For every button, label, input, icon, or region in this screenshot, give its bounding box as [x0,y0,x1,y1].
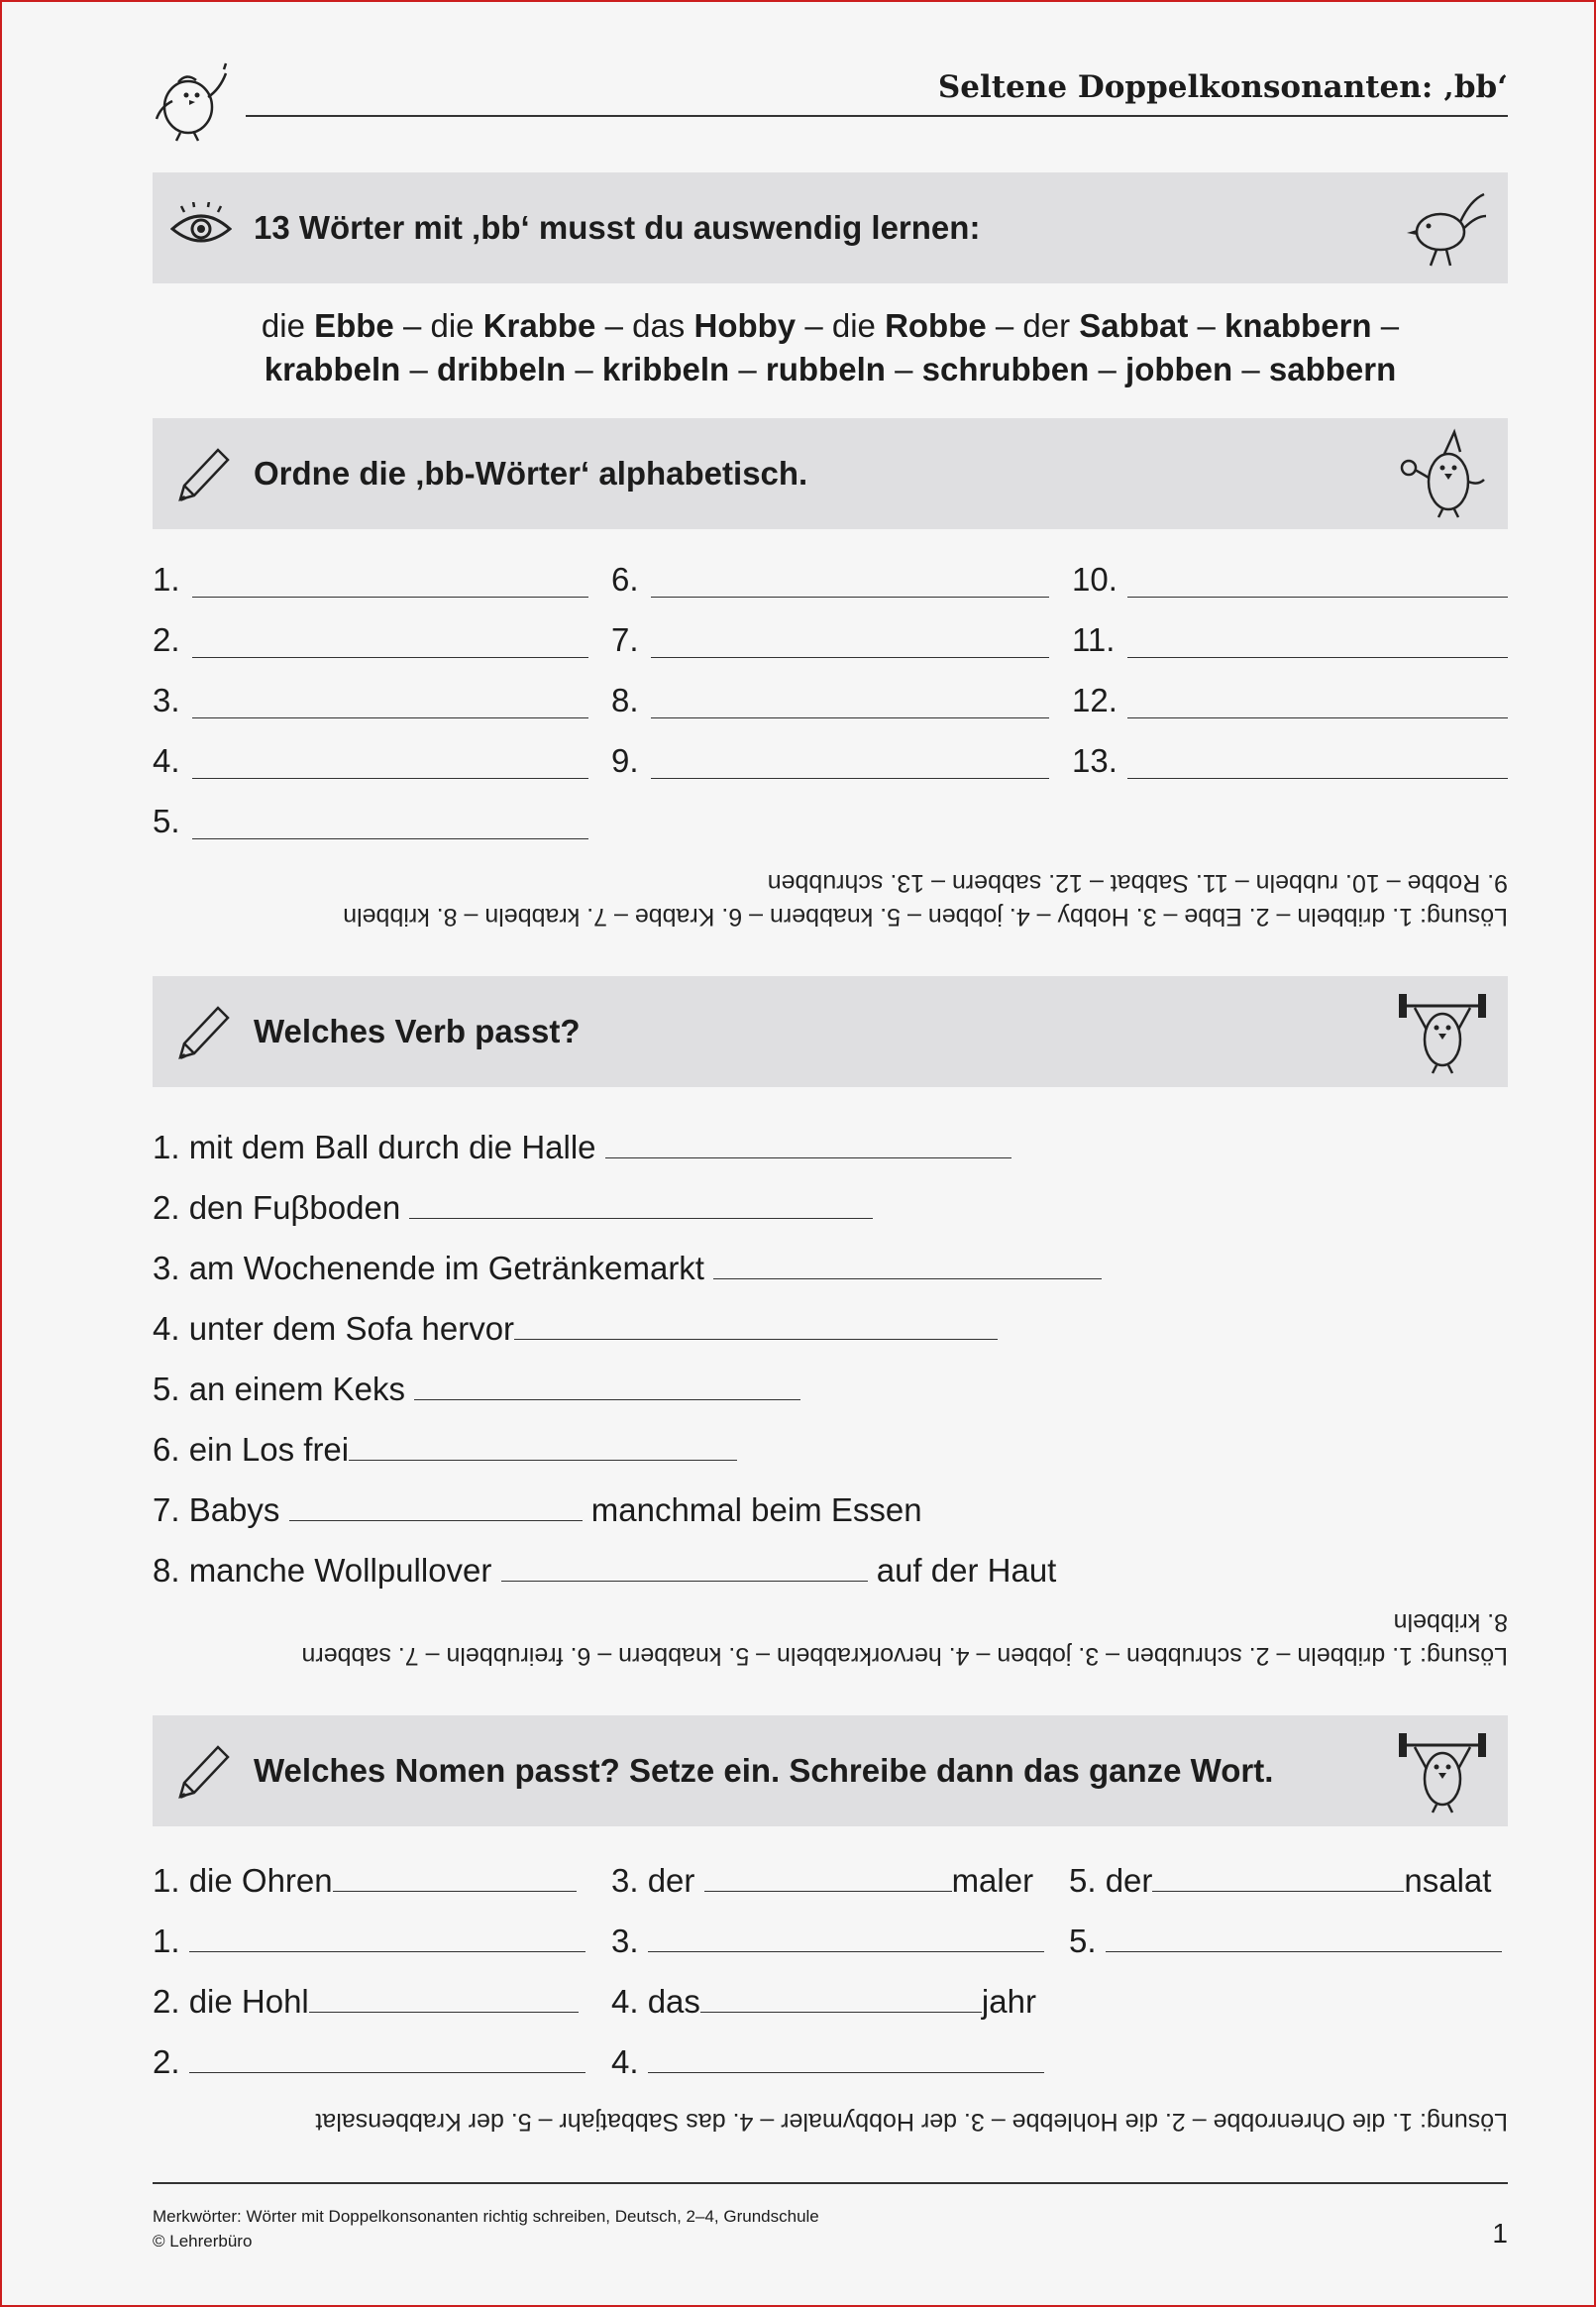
word-list-line-2 [153,348,1508,391]
noun-item [153,1979,579,2025]
verb-item [153,1185,873,1231]
answer-line [1072,558,1508,602]
alphabet-solution [153,866,1508,934]
answer-line [611,739,1049,783]
pencil-icon [170,1006,232,1059]
header-rule [246,115,1508,117]
word-separator: – [1232,351,1269,387]
answer-blank[interactable] [713,1247,1102,1279]
item-number: 1. [153,561,180,598]
footer-rule [153,2182,1508,2184]
item-number: 8. [611,682,639,718]
noun-item [153,1919,585,1964]
learn-word: kribbeln [601,351,730,387]
answer-blank[interactable] [409,1186,873,1219]
item-number: 4. [153,742,180,779]
verb-item-text: 3. am Wochenende im Getränkemarkt [153,1250,714,1286]
verb-item-text: 7. Babys [153,1491,289,1528]
verb-item [153,1427,737,1473]
word-list-line-1 [153,304,1508,348]
solution-line: 9. Robbe – 10. rubbeln – 11. Sabbat – 12. sabbern – 13. schrubben [767,869,1508,897]
solution-line: Lösung: 1. die Ohrenrobbe – 2. die Hohlebbe – 3. der Hobbymaler – 4. das Sabbatjahr – 5. der Krabbensalat [315,2108,1508,2136]
noun-solution [153,2105,1508,2139]
noun-item-text-after: maler [951,1862,1034,1899]
item-number: 3. [153,682,180,718]
section-verb-bar [153,976,1508,1087]
learn-word: dribbeln [436,351,567,387]
answer-blank[interactable] [501,1549,868,1582]
word-separator: – [729,351,766,387]
answer-line [1072,618,1508,662]
verb-item-text-after: auf der Haut [867,1552,1057,1589]
answer-blank[interactable] [1127,657,1508,658]
answer-blank[interactable] [704,1859,952,1892]
learn-word: Robbe [885,307,987,344]
noun-item-text-after: jahr [981,1983,1036,2020]
answer-blank[interactable] [700,1980,982,2013]
verb-item [153,1548,1056,1593]
item-number: 5. [153,803,180,839]
word-separator: – der [986,307,1080,344]
answer-blank[interactable] [189,2040,585,2073]
verb-item [153,1125,1011,1170]
item-number: 13. [1072,742,1117,779]
noun-item-text: 5. der [1069,1862,1153,1899]
noun-item [611,2039,1044,2085]
item-number: 2. [153,621,180,658]
page-number: 1 [1492,2218,1508,2249]
page-header [153,61,1508,141]
noun-item [153,1858,577,1904]
answer-blank[interactable] [605,1126,1011,1158]
pencil-icon [170,448,232,501]
solution-line: Lösung: 1. dribbeln – 2. schrubben – 3. jobben – 4. hervorkrabbeln – 5. knabbern – 6. freirubbeln – 7. sabbern [301,1642,1508,1670]
word-separator: die [261,307,315,344]
answer-blank[interactable] [651,717,1049,718]
answer-line [1072,679,1508,722]
verb-item-text-after: manchmal beim Essen [582,1491,922,1528]
word-separator: – die [796,307,886,344]
footer-copyright: © Lehrerbüro [153,2232,253,2251]
word-separator: – das [595,307,694,344]
learn-word: Krabbe [482,307,596,344]
item-number: 11. [1072,621,1116,658]
noun-item-text: 4. das [611,1983,700,2020]
learn-word: jobben [1125,351,1233,387]
footer-line: Merkwörter: Wörter mit Doppelkonsonanten richtig schreiben, Deutsch, 2–4, Grundschule [153,2207,819,2226]
bird-illustration-icon [1395,182,1490,274]
word-separator: – [1188,307,1225,344]
noun-item-text-after: nsalat [1404,1862,1492,1899]
word-separator: – [566,351,602,387]
answer-blank[interactable] [192,717,588,718]
learn-word: Sabbat [1079,307,1189,344]
verb-item-text: 1. mit dem Ball durch die Halle [153,1129,605,1165]
verb-item [153,1246,1102,1291]
answer-line [1072,739,1508,783]
learn-word: Hobby [693,307,797,344]
solution-line: 8. kribbeln [1393,1608,1508,1636]
answer-blank[interactable] [349,1428,737,1461]
noun-item-text: 2. [153,2043,180,2080]
bird-weightlifter-icon [1395,986,1490,1077]
word-separator: – [1089,351,1126,387]
verb-item [153,1306,998,1352]
answer-blank[interactable] [648,1920,1044,1952]
learn-word: Ebbe [314,307,394,344]
verb-item-text: 2. den Fuβboden [153,1189,410,1226]
item-number: 10. [1072,561,1117,598]
item-number: 9. [611,742,639,779]
noun-item [611,1858,1033,1904]
noun-item-text: 4. [611,2043,639,2080]
pencil-icon [170,1745,232,1799]
answer-line [611,618,1049,662]
verb-item [153,1367,800,1412]
noun-item [153,2039,585,2085]
eye-icon [170,202,232,256]
noun-item [1069,1858,1491,1904]
learn-word: sabbern [1268,351,1397,387]
word-separator: – [1371,307,1400,344]
word-separator: – die [393,307,483,344]
verb-item-text: 5. an einem Keks [153,1371,415,1407]
answer-blank[interactable] [309,1980,579,2013]
learn-word: knabbern [1224,307,1372,344]
section-learn-title: 13 Wörter mit ‚bb‘ musst du auswendig lernen: [254,209,981,246]
answer-blank[interactable] [192,597,588,598]
noun-item [611,1979,1036,2025]
item-number: 6. [611,561,639,598]
verb-item [153,1487,922,1533]
section-learn-bar [153,172,1508,283]
footer-source [153,2204,819,2253]
answer-line [153,800,588,843]
word-separator: – [885,351,922,387]
bird-mascot-icon [153,61,236,143]
answer-line [611,679,1049,722]
learn-word: schrubben [921,351,1090,387]
noun-item-text: 1. die Ohren [153,1862,333,1899]
answer-line [153,739,588,783]
learn-word: krabbeln [264,351,401,387]
answer-blank[interactable] [1152,1859,1404,1892]
answer-blank[interactable] [648,2040,1044,2073]
noun-item-text: 1. [153,1922,180,1959]
answer-blank[interactable] [414,1368,800,1400]
bird-weightlifter-icon [1395,1725,1490,1816]
answer-blank[interactable] [333,1859,577,1892]
noun-item-text: 3. [611,1922,639,1959]
answer-blank[interactable] [289,1488,583,1521]
verb-solution [153,1605,1508,1673]
answer-blank[interactable] [192,657,588,658]
solution-line: Lösung: 1. dribbeln – 2. Ebbe – 3. Hobby – 4. jobben – 5. knabbern – 6. Krabbe – 7. krabbeln – 8. kribbeln [343,903,1508,931]
answer-blank[interactable] [1106,1920,1502,1952]
item-number: 12. [1072,682,1117,718]
answer-blank[interactable] [1127,597,1508,598]
item-number: 7. [611,621,639,658]
answer-blank[interactable] [651,778,1049,779]
noun-item-text: 2. die Hohl [153,1983,309,2020]
noun-item [1069,1919,1502,1964]
answer-line [611,558,1049,602]
verb-item-text: 8. manche Wollpullover [153,1552,501,1589]
answer-blank[interactable] [651,597,1049,598]
answer-blank[interactable] [1127,717,1508,718]
section-verb-title: Welches Verb passt? [254,1013,581,1049]
answer-line [153,679,588,722]
verb-item-text: 4. unter dem Sofa hervor [153,1310,515,1347]
section-noun-bar [153,1715,1508,1826]
page-title: Seltene Doppelkonsonanten: ‚bb‘ [937,69,1508,105]
answer-line [153,558,588,602]
learn-word: rubbeln [765,351,886,387]
noun-item-text: 5. [1069,1922,1097,1959]
bird-juggler-icon [1395,428,1490,519]
section-alphabet-bar [153,418,1508,529]
answer-blank[interactable] [192,778,588,779]
word-separator: – [400,351,437,387]
answer-blank[interactable] [192,838,588,839]
section-alphabet-title: Ordne die ‚bb-Wörter‘ alphabetisch. [254,455,808,492]
answer-blank[interactable] [1127,778,1508,779]
answer-blank[interactable] [189,1920,585,1952]
answer-blank[interactable] [651,657,1049,658]
answer-line [153,618,588,662]
verb-item-text: 6. ein Los frei [153,1431,350,1468]
noun-item-text: 3. der [611,1862,704,1899]
noun-item [611,1919,1044,1964]
section-noun-title: Welches Nomen passt? Setze ein. Schreibe dann das ganze Wort. [254,1752,1274,1789]
answer-blank[interactable] [514,1307,998,1340]
